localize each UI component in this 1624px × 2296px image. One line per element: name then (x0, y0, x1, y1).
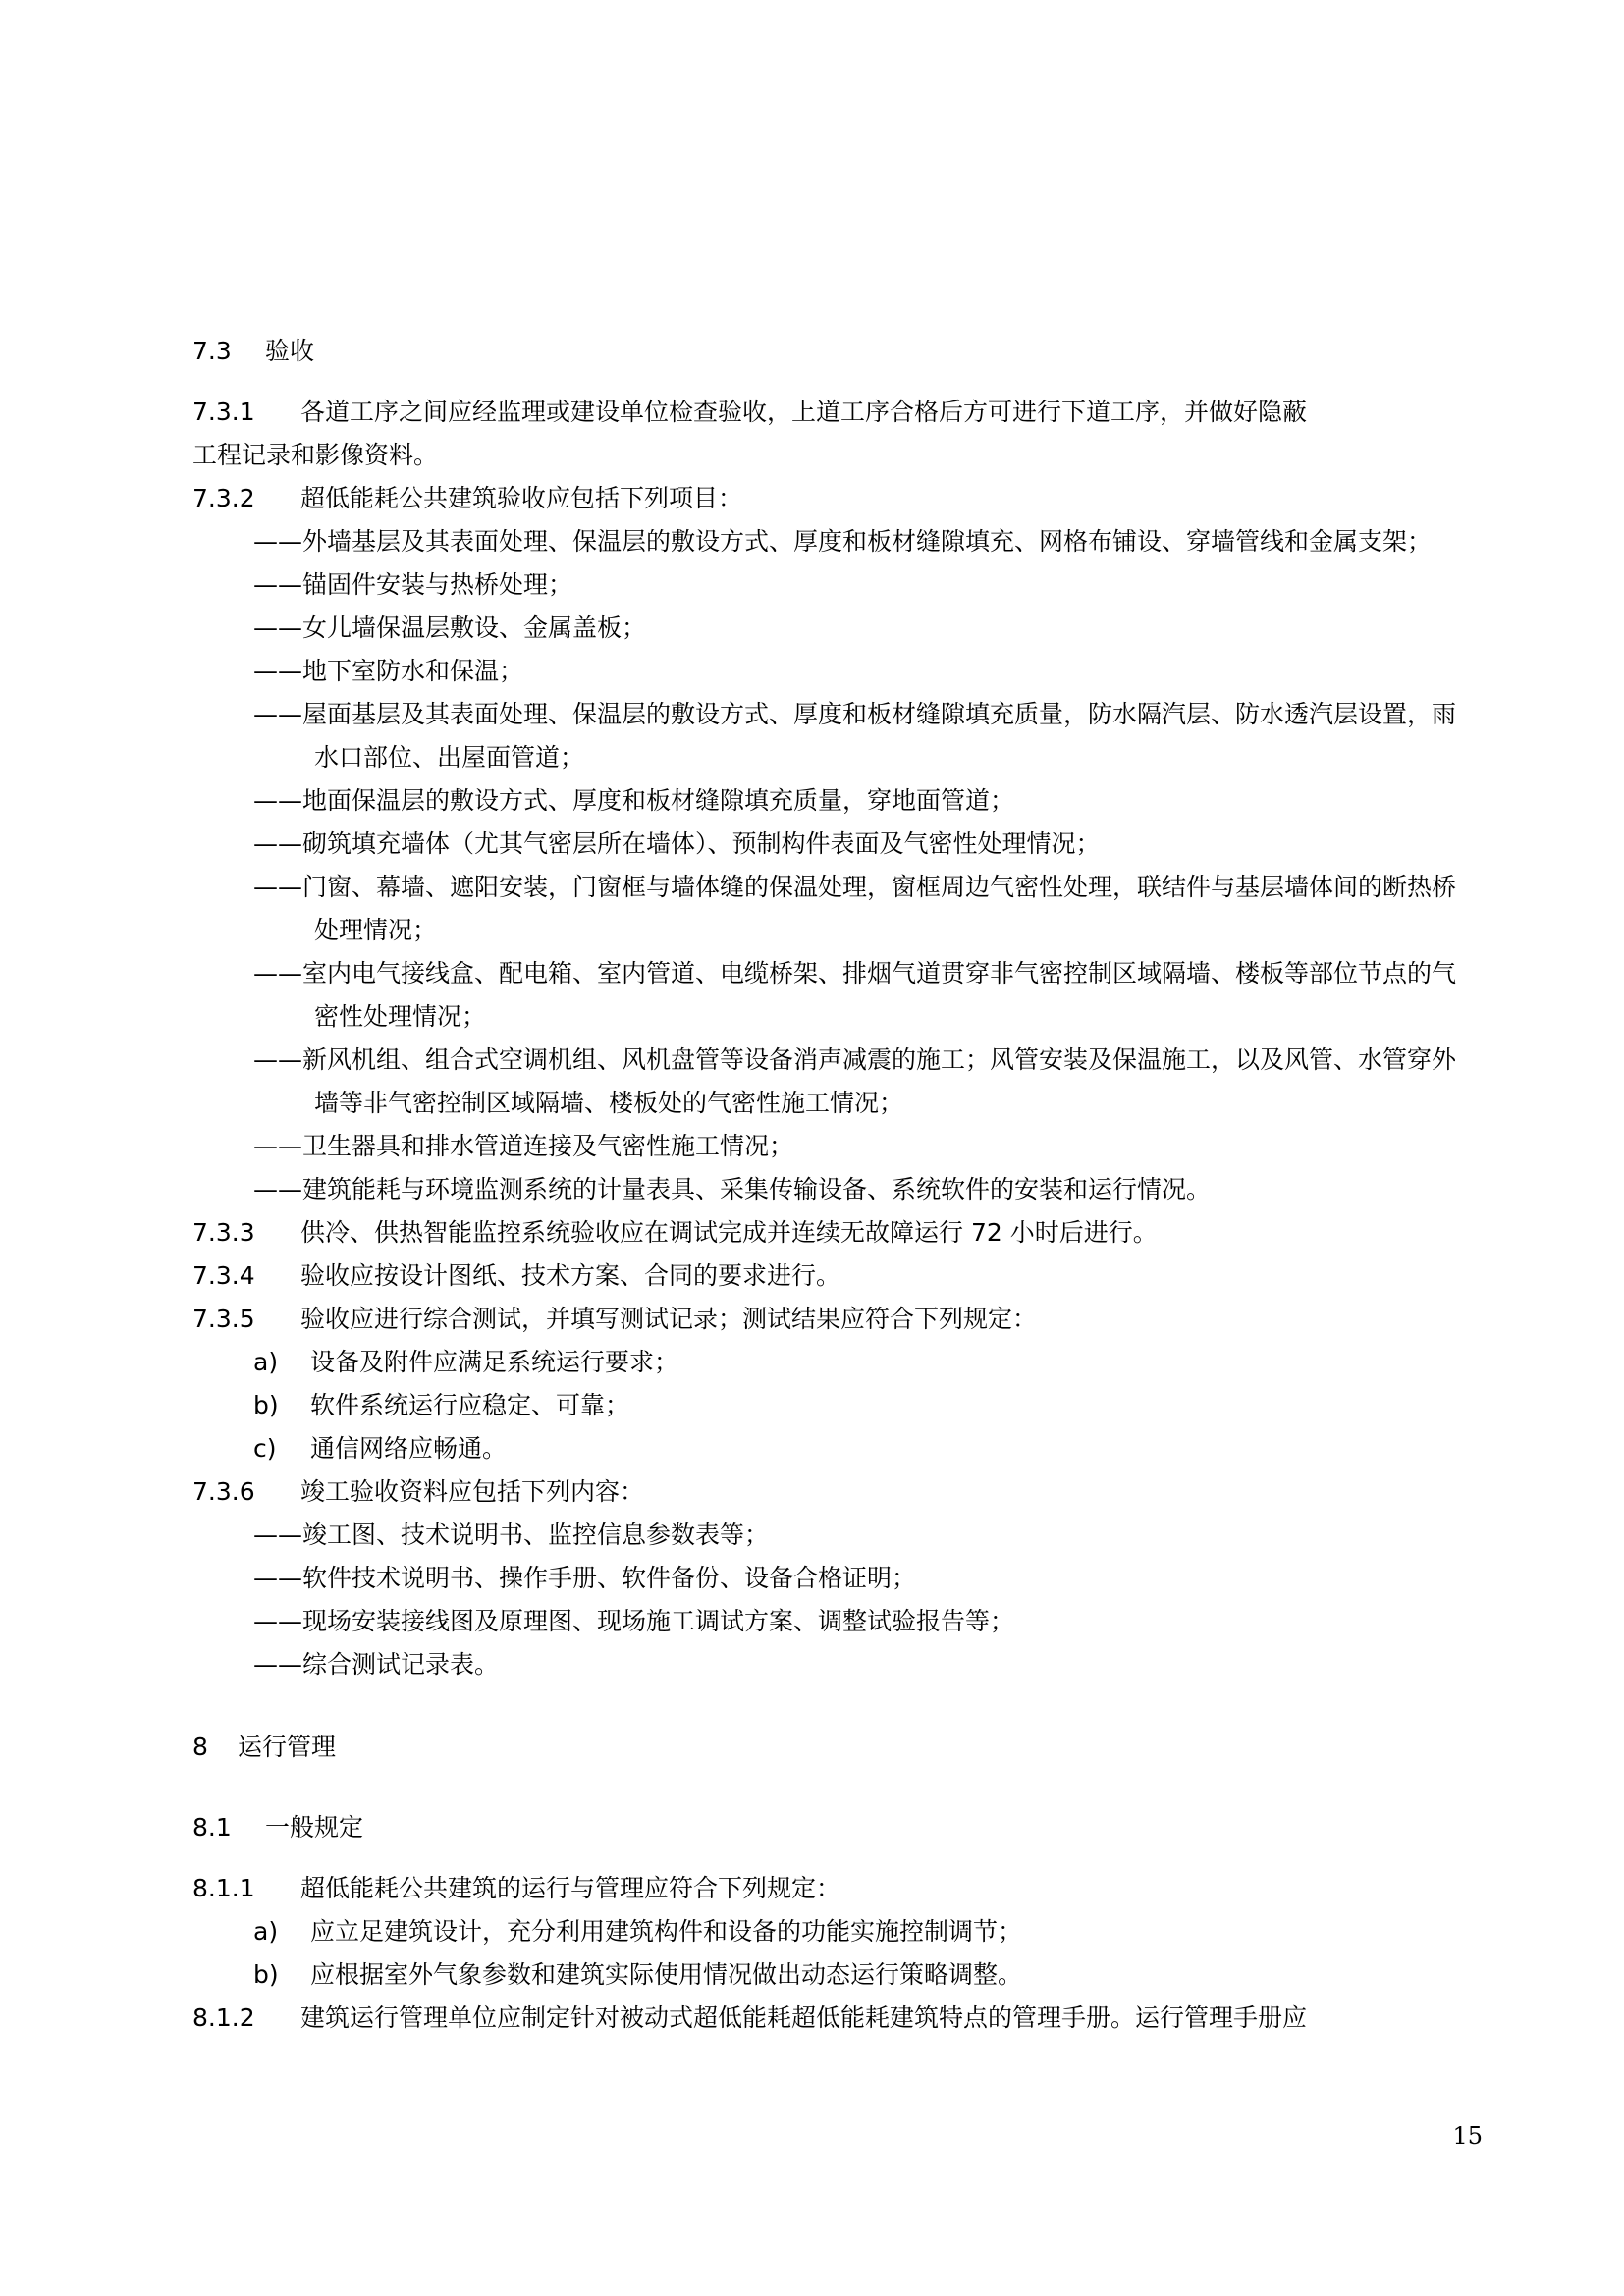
dash-list-item (253, 1600, 1475, 1643)
list-item-text: 通信网络应畅通。 (310, 1434, 508, 1463)
list-item-text: ——综合测试记录表。 (253, 1650, 500, 1679)
dash-list-item (253, 1514, 1475, 1557)
clause-number: 7.3.3 (192, 1218, 255, 1247)
list-item-text: ——门窗、幕墙、遮阳安装，门窗框与墙体缝的保温处理，窗框周边气密性处理，联结件与基层墙体间的断热桥处理情况； (253, 873, 1457, 944)
list-item-text: ——室内电气接线盒、配电箱、室内管道、电缆桥架、排烟气道贯穿非气密控制区域隔墙、楼板等部位节点的气密性处理情况； (253, 959, 1457, 1031)
clause-7-3-2-line (192, 477, 1475, 520)
clause-7-3-2-items (192, 520, 1475, 1211)
section-heading-8-1 (192, 1806, 1475, 1849)
clause-number: 7.3.5 (192, 1305, 255, 1333)
dash-list-item (253, 693, 1475, 779)
clause-7-3-1 (192, 391, 1475, 477)
dash-list-item (253, 866, 1475, 952)
dash-list-item (253, 779, 1475, 823)
clause-text: 验收应按设计图纸、技术方案、合同的要求进行。 (300, 1261, 841, 1290)
list-item-marker: a) (253, 1348, 279, 1376)
clause-number: 8.1.1 (192, 1874, 255, 1902)
clause-text: 供冷、供热智能监控系统验收应在调试完成并连续无故障运行 72 小时后进行。 (300, 1218, 1158, 1247)
clause-text: 超低能耗公共建筑的运行与管理应符合下列规定： (300, 1874, 841, 1902)
clause-8-1-1-line (192, 1867, 1475, 1910)
dash-list-item (253, 823, 1475, 866)
dash-list-item (253, 952, 1475, 1039)
heading-number: 8 (192, 1733, 208, 1761)
clause-8-1-2 (192, 1997, 1475, 2040)
clause-text: 各道工序之间应经监理或建设单位检查验收，上道工序合格后方可进行下道工序，并做好隐蔽 (300, 398, 1308, 426)
lettered-list-item (192, 1341, 1475, 1384)
list-item-text: 应立足建筑设计，充分利用建筑构件和设备的功能实施控制调节； (310, 1917, 1023, 1946)
list-item-text: ——卫生器具和排水管道连接及气密性施工情况； (253, 1132, 794, 1160)
heading-number: 7.3 (192, 337, 232, 365)
clause-7-3-2 (192, 477, 1475, 1211)
list-item-text: ——竣工图、技术说明书、监控信息参数表等； (253, 1521, 770, 1549)
list-item-text: ——现场安装接线图及原理图、现场施工调试方案、调整试验报告等； (253, 1607, 1015, 1635)
clause-text: 超低能耗公共建筑验收应包括下列项目： (300, 484, 743, 512)
clause-7-3-6 (192, 1470, 1475, 1686)
list-item-text: ——屋面基层及其表面处理、保温层的敷设方式、厚度和板材缝隙填充质量，防水隔汽层、防水透汽层设置，雨水口部位、出屋面管道； (253, 700, 1457, 772)
clause-7-3-3 (192, 1211, 1475, 1255)
clause-number: 7.3.4 (192, 1261, 255, 1290)
list-item-text: ——外墙基层及其表面处理、保温层的敷设方式、厚度和板材缝隙填充、网格布铺设、穿墙管线和金属支架； (253, 527, 1433, 556)
dash-list-item (253, 650, 1475, 693)
heading-title: 验收 (265, 337, 315, 365)
clause-7-3-5-line (192, 1298, 1475, 1341)
dash-list-item (253, 563, 1475, 607)
clause-number: 8.1.2 (192, 2003, 255, 2032)
clause-7-3-1-line (192, 391, 1475, 434)
clause-7-3-5 (192, 1298, 1475, 1470)
lettered-list-item (192, 1427, 1475, 1470)
clause-7-3-4 (192, 1255, 1475, 1298)
chapter-heading-8 (192, 1726, 1475, 1769)
list-item-text: ——新风机组、组合式空调机组、风机盘管等设备消声减震的施工；风管安装及保温施工，以及风管、水管穿外墙等非气密控制区域隔墙、楼板处的气密性施工情况； (253, 1045, 1457, 1117)
list-item-text: 软件系统运行应稳定、可靠； (310, 1391, 630, 1419)
page-content (192, 330, 1475, 2040)
heading-title: 一般规定 (265, 1813, 364, 1842)
list-item-text: ——软件技术说明书、操作手册、软件备份、设备合格证明； (253, 1564, 917, 1592)
list-item-text: ——地面保温层的敷设方式、厚度和板材缝隙填充质量，穿地面管道； (253, 786, 1015, 815)
lettered-list-item (192, 1953, 1475, 1997)
list-item-marker: a) (253, 1917, 279, 1946)
list-item-text: ——建筑能耗与环境监测系统的计量表具、采集传输设备、系统软件的安装和运行情况。 (253, 1175, 1212, 1203)
lettered-list-item (192, 1384, 1475, 1427)
clause-text-continued: 工程记录和影像资料。 (192, 441, 439, 469)
list-item-marker: b) (253, 1391, 279, 1419)
clause-8-1-1 (192, 1867, 1475, 1997)
dash-list-item (253, 1039, 1475, 1125)
list-item-text: ——锚固件安装与热桥处理； (253, 570, 573, 599)
clause-8-1-1-items (192, 1910, 1475, 1997)
list-item-text: ——砌筑填充墙体（尤其气密层所在墙体）、预制构件表面及气密性处理情况； (253, 829, 1101, 858)
clause-number: 7.3.1 (192, 398, 255, 426)
list-item-marker: b) (253, 1960, 279, 1989)
clause-text: 竣工验收资料应包括下列内容： (300, 1477, 645, 1506)
heading-title: 运行管理 (238, 1733, 337, 1761)
clause-7-3-6-line (192, 1470, 1475, 1514)
list-item-text: 设备及附件应满足系统运行要求； (310, 1348, 679, 1376)
page-number: 15 (1452, 2122, 1483, 2150)
clause-7-3-6-items (192, 1514, 1475, 1686)
clause-number: 7.3.2 (192, 484, 255, 512)
clause-text: 验收应进行综合测试，并填写测试记录；测试结果应符合下列规定： (300, 1305, 1038, 1333)
dash-list-item (253, 1168, 1475, 1211)
list-item-text: ——地下室防水和保温； (253, 657, 524, 685)
list-item-text: 应根据室外气象参数和建筑实际使用情况做出动态运行策略调整。 (310, 1960, 1023, 1989)
heading-number: 8.1 (192, 1813, 232, 1842)
section-heading-7-3 (192, 330, 1475, 373)
dash-list-item (253, 1643, 1475, 1686)
dash-list-item (253, 607, 1475, 650)
clause-7-3-5-items (192, 1341, 1475, 1470)
lettered-list-item (192, 1910, 1475, 1953)
list-item-marker: c) (253, 1434, 277, 1463)
dash-list-item (253, 1557, 1475, 1600)
clause-text: 建筑运行管理单位应制定针对被动式超低能耗超低能耗建筑特点的管理手册。运行管理手册应 (300, 2003, 1308, 2032)
dash-list-item (253, 520, 1475, 563)
dash-list-item (253, 1125, 1475, 1168)
clause-number: 7.3.6 (192, 1477, 255, 1506)
list-item-text: ——女儿墙保温层敷设、金属盖板； (253, 614, 647, 642)
